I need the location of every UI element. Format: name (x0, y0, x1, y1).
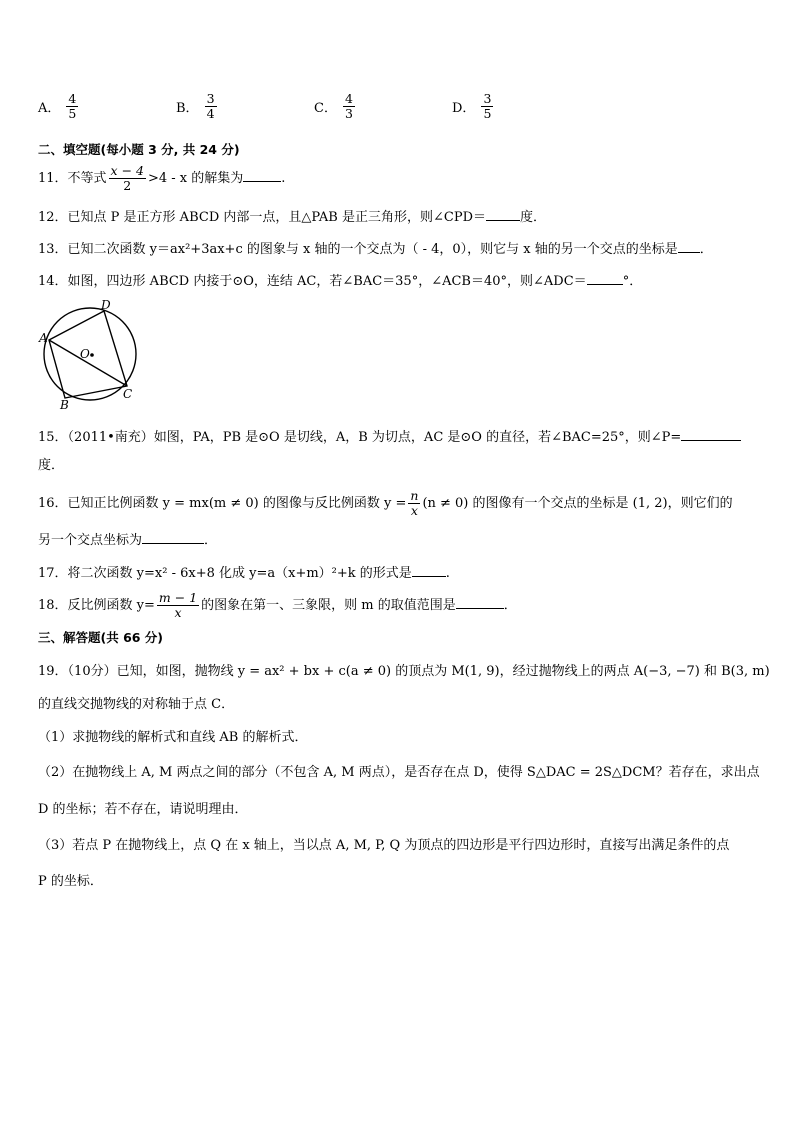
question-end: . (281, 171, 286, 186)
question-17 (38, 564, 450, 582)
question-text: >4 - x 的解集为 (147, 171, 244, 186)
answer-blank (587, 272, 623, 285)
label-b: B (60, 398, 69, 412)
inline-fraction (157, 591, 199, 620)
question-text: 15．（2011•南充）如图，PA，PB 是⊙O 是切线，A，B 为切点，AC 是⊙O 的直径，若∠BAC=25°，则∠P= (38, 430, 682, 445)
option-fraction (481, 92, 493, 121)
question-19-line1: 19．（10分）已知，如图，抛物线 y = ax² + bx + c(a ≠ 0) 的顶点为 M(1, 9)，经过抛物线上的两点 A(−3, −7) 和 B(3, m) (38, 664, 770, 679)
answer-blank (681, 428, 741, 441)
option-fraction (343, 92, 355, 121)
section-title-solutions: 三、解答题(共 66 分) (38, 630, 164, 645)
question-19-part1: （1）求抛物线的解析式和直线 AB 的解析式． (38, 730, 308, 745)
question-15 (38, 428, 741, 446)
option-fraction (205, 92, 217, 121)
question-18 (38, 590, 517, 622)
question-19-part2-cont: D 的坐标；若不存在，请说明理由． (38, 802, 248, 817)
fraction-numerator: n (410, 488, 419, 503)
answer-blank (456, 596, 504, 609)
fraction-denominator: x (410, 503, 418, 518)
fraction-numerator: 4 (68, 91, 77, 106)
option-a (38, 92, 80, 121)
fraction-denominator: 3 (344, 106, 353, 121)
label-a: A (39, 331, 48, 345)
fraction-numerator: 3 (206, 91, 215, 106)
option-letter: C． (314, 101, 337, 116)
question-19-part3-cont: P 的坐标． (38, 874, 103, 889)
question-text: 11．不等式 (38, 171, 107, 186)
answer-blank (486, 208, 520, 221)
option-letter: D． (452, 101, 476, 116)
question-text: 18．反比例函数 y= (38, 598, 155, 613)
fraction-denominator: 5 (68, 106, 77, 121)
circle-quadrilateral-figure (38, 298, 142, 416)
question-19-part2: （2）在抛物线上 A, M 两点之间的部分（不包含 A, M 两点），是否存在点 D，使得 S△DAC = 2S△DCM？若存在，求出点 (38, 765, 760, 780)
answer-blank (678, 240, 700, 253)
answer-blank (412, 564, 446, 577)
question-13 (38, 240, 713, 258)
fraction-numerator: 4 (344, 91, 353, 106)
question-text: 12．已知点 P 是正方形 ABCD 内部一点，且△PAB 是正三角形，则∠CPD＝ (38, 210, 487, 225)
question-text: 17．将二次函数 y=x² - 6x+8 化成 y=a（x+m）²+k 的形式是 (38, 566, 412, 581)
center-point (90, 353, 94, 357)
option-letter: B． (176, 101, 199, 116)
fraction-numerator: x − 4 (110, 163, 144, 178)
option-b (176, 92, 219, 121)
question-end: 度． (520, 210, 547, 225)
question-text: 13．已知二次函数 y＝ax²+3ax+c 的图象与 x 轴的一个交点为（ - 4，0），则它与 x 轴的另一个交点的坐标是 (38, 242, 678, 257)
question-text: 16．已知正比例函数 y = mx(m ≠ 0) 的图像与反比例函数 y = (38, 496, 407, 511)
question-end: ． (204, 533, 218, 548)
fraction-denominator: 4 (206, 106, 215, 121)
question-12 (38, 208, 546, 226)
question-text: 另一个交点坐标为 (38, 533, 143, 548)
option-fraction (66, 92, 78, 121)
answer-blank (142, 531, 204, 544)
question-16-cont (38, 531, 217, 549)
label-c: C (123, 387, 133, 401)
answer-blank (243, 169, 281, 182)
inline-fraction (109, 164, 146, 193)
question-16 (38, 488, 733, 520)
question-text: 14．如图，四边形 ABCD 内接于⊙O，连结 AC，若∠BAC＝35°，∠ACB＝40°，则∠ADC＝ (38, 274, 587, 289)
question-end: ． (699, 242, 713, 257)
inline-fraction (408, 489, 420, 518)
question-text: (n ≠ 0) 的图像有一个交点的坐标是 (1, 2)，则它们的 (422, 496, 733, 511)
geometry-diagram (38, 298, 142, 412)
option-c (314, 92, 357, 121)
label-d: D (101, 298, 111, 312)
question-end: °． (622, 274, 643, 289)
section-title-fill-blank: 二、填空题(每小题 3 分, 共 24 分) (38, 142, 240, 157)
question-19-line2: 的直线交抛物线的对称轴于点 C． (38, 697, 235, 712)
fraction-denominator: 2 (123, 178, 132, 193)
question-text: 的图象在第一、三象限，则 m 的取值范围是 (201, 598, 456, 613)
label-o: O (80, 347, 90, 361)
question-19-part3: （3）若点 P 在抛物线上，点 Q 在 x 轴上，当以点 A, M, P, Q 为顶点的四边形是平行四边形时，直接写出满足条件的点 (38, 838, 730, 853)
fraction-denominator: 5 (483, 106, 492, 121)
question-11 (38, 164, 285, 194)
question-end: . (445, 566, 450, 581)
question-14 (38, 272, 642, 290)
question-end: ． (503, 598, 517, 613)
question-15-cont: 度． (38, 458, 65, 473)
fraction-denominator: x (174, 605, 182, 620)
fraction-numerator: m − 1 (158, 590, 198, 605)
option-letter: A． (38, 101, 61, 116)
fraction-numerator: 3 (483, 91, 492, 106)
option-d (452, 92, 495, 121)
